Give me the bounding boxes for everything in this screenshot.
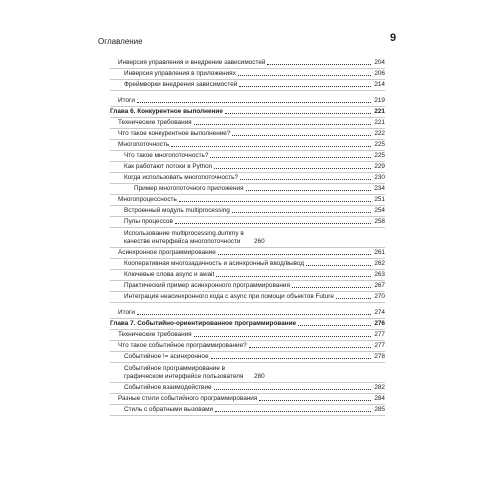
toc-entry [110, 303, 385, 319]
dot-leader [336, 297, 371, 299]
toc-entry-title: Итоги [118, 97, 135, 104]
toc-entry-title: Что такое конкурентное выполнение? [118, 130, 231, 137]
toc-entry-title: Встроенный модуль multiprocessing [124, 207, 230, 214]
toc-entry [110, 91, 385, 107]
toc-entry-page: 267 [374, 282, 385, 289]
toc-entry-title: Разные стили событийного программирования [118, 395, 258, 402]
toc-entry [110, 140, 385, 151]
toc-entry [110, 405, 385, 416]
dot-leader [215, 410, 371, 412]
toc-entry-title: Технические требования [118, 331, 192, 338]
toc-entry [110, 341, 385, 352]
dot-leader [179, 200, 371, 202]
dot-leader [249, 346, 371, 348]
dot-leader [137, 313, 371, 315]
dot-leader [171, 145, 371, 147]
toc-entry [110, 228, 385, 248]
dot-leader [194, 123, 371, 125]
toc-chapter-entry [110, 107, 385, 118]
toc-entry-page: 285 [374, 406, 385, 413]
toc-entry-title: Практический пример асинхронного программирования [124, 282, 290, 289]
page-number: 9 [390, 32, 397, 44]
toc-entry-page: 225 [374, 152, 385, 159]
toc-entry-title: Интеграция неасинхронного кода с async при помощи объектов Future [124, 293, 334, 300]
toc-entry-page: 260 [254, 238, 265, 245]
dot-leader [214, 167, 371, 169]
toc-entry-title: Многопоточность [118, 141, 170, 148]
toc-entry-title: Глава 6. Конкурентное выполнение [110, 108, 223, 115]
toc-entry-page: 263 [374, 271, 385, 278]
dot-leader [194, 335, 371, 337]
toc-entry-page: 206 [374, 70, 385, 77]
toc-entry [110, 184, 385, 195]
toc-entry [110, 352, 385, 363]
toc-entry-title: Технические требования [118, 119, 192, 126]
toc-entry-title: Стиль с обратными вызовами [124, 406, 214, 413]
dot-leader [175, 222, 371, 224]
dot-leader [246, 189, 371, 191]
toc-entry [110, 80, 385, 91]
toc-entry [110, 173, 385, 184]
toc-entry [110, 292, 385, 303]
toc-entry-page: 280 [254, 373, 265, 380]
toc-entry [110, 129, 385, 140]
toc-entry [110, 206, 385, 217]
toc-entry-title: Ключевые слова async и await [124, 271, 215, 278]
dot-leader [298, 324, 371, 326]
toc-entry-title: Инверсия управления в приложениях [124, 70, 236, 77]
toc-entry [110, 383, 385, 394]
toc-entry-title: Что такое событийное программирование? [118, 342, 247, 349]
table-of-contents [110, 58, 385, 416]
toc-entry-page: 214 [374, 81, 385, 88]
toc-entry-page: 282 [374, 384, 385, 391]
toc-entry-title: Пример многопоточного приложения [134, 185, 244, 192]
toc-entry-page: 262 [374, 260, 385, 267]
toc-entry-page: 234 [374, 185, 385, 192]
toc-entry [110, 151, 385, 162]
toc-entry-page: 230 [374, 174, 385, 181]
toc-entry [110, 195, 385, 206]
toc-entry [110, 270, 385, 281]
dot-leader [137, 101, 371, 103]
toc-entry-title: Глава 7. Событийно-ориентированное программирование [110, 320, 297, 327]
toc-entry-page: 221 [374, 119, 385, 126]
toc-entry-title: Асинхронное программирование [118, 249, 216, 256]
dot-leader [216, 275, 371, 277]
toc-entry-page: 221 [374, 108, 385, 115]
dot-leader [214, 388, 371, 390]
toc-entry-title: Многопроцессность [118, 196, 177, 203]
toc-entry-title: Использование multiprocessing.dummy в качестве интерфейса многопоточности [124, 230, 244, 245]
toc-entry [110, 363, 385, 383]
running-header-title: Оглавление [98, 37, 143, 46]
toc-entry [110, 162, 385, 173]
toc-entry [110, 217, 385, 228]
dot-leader [232, 134, 371, 136]
toc-entry-title: Как работают потоки в Python [124, 163, 213, 170]
row-divider [110, 415, 385, 416]
dot-leader [210, 156, 371, 158]
toc-entry-page: 276 [374, 320, 385, 327]
toc-entry-page: 225 [374, 141, 385, 148]
dot-leader [292, 286, 371, 288]
toc-entry-page: 284 [374, 395, 385, 402]
dot-leader [306, 264, 371, 266]
toc-entry [110, 330, 385, 341]
dot-leader [238, 74, 371, 76]
toc-entry-title: Событийное программирование в графическом интерфейсе пользователя [124, 365, 244, 380]
toc-entry-title: Итоги [118, 309, 135, 316]
toc-entry-page: 222 [374, 130, 385, 137]
toc-entry-title: Событийное != асинхронное [124, 353, 209, 360]
toc-entry-page: 258 [374, 218, 385, 225]
toc-entry [110, 259, 385, 270]
toc-entry [110, 281, 385, 292]
toc-entry [110, 118, 385, 129]
toc-entry-title: Кооперативная многозадачность и асинхронный ввод/вывод [124, 260, 305, 267]
toc-entry-page: 274 [374, 309, 385, 316]
toc-entry [110, 69, 385, 80]
dot-leader [211, 357, 371, 359]
toc-entry-page: 277 [374, 342, 385, 349]
toc-chapter-entry [110, 319, 385, 330]
dot-leader [259, 399, 371, 401]
dot-leader [218, 253, 371, 255]
toc-entry-page: 204 [374, 59, 385, 66]
toc-entry-title: Фреймворки внедрения зависимостей [124, 81, 238, 88]
toc-entry-page: 278 [374, 353, 385, 360]
toc-entry-page: 277 [374, 331, 385, 338]
toc-entry-page: 261 [374, 249, 385, 256]
toc-entry-title: Что такое многопоточность? [124, 152, 209, 159]
dot-leader [239, 85, 371, 87]
toc-entry [110, 394, 385, 405]
toc-entry-title: Когда использовать многопоточность? [124, 174, 239, 181]
toc-entry [110, 248, 385, 259]
dot-leader [240, 178, 371, 180]
dot-leader [232, 211, 371, 213]
toc-entry-page: 251 [374, 196, 385, 203]
toc-entry-page: 219 [374, 97, 385, 104]
dot-leader [267, 63, 371, 65]
dot-leader [225, 112, 371, 114]
toc-entry [110, 58, 385, 69]
toc-entry-title: Событийное взаимодействие [124, 384, 212, 391]
toc-entry-title: Пулы процессов [124, 218, 173, 225]
toc-entry-page: 254 [374, 207, 385, 214]
toc-entry-title: Инверсия управления и внедрение зависимостей [118, 59, 266, 66]
toc-entry-page: 270 [374, 293, 385, 300]
toc-entry-page: 229 [374, 163, 385, 170]
